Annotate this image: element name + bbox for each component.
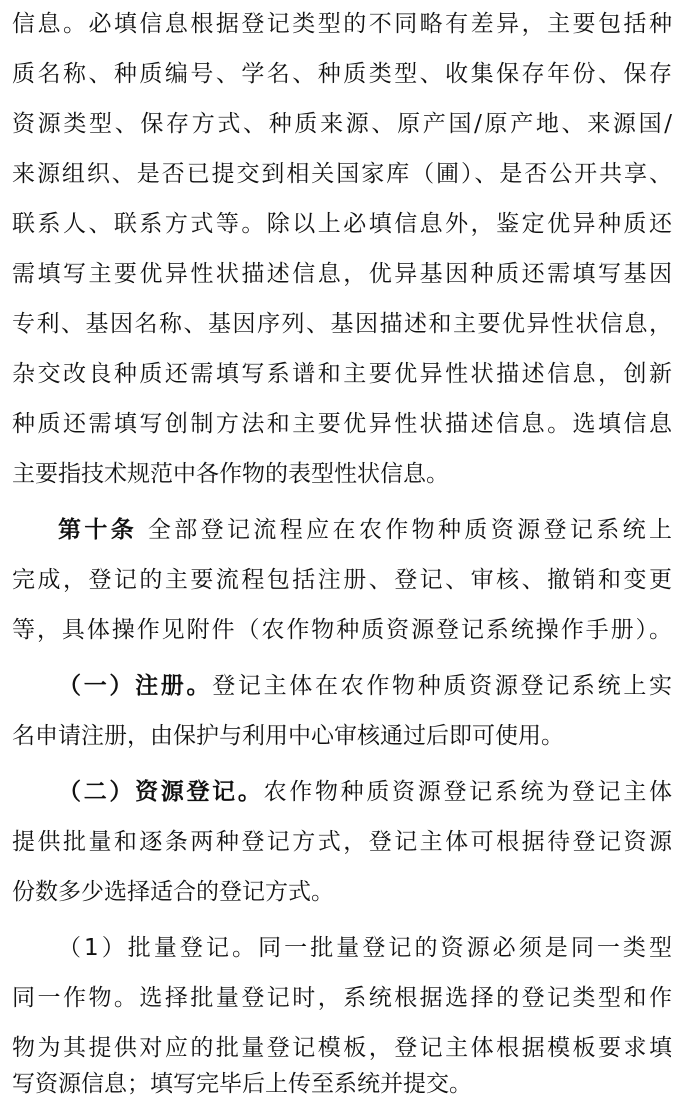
- sub-1-line-2: 同一作物。选择批量登记时，系统根据选择的登记类型和作: [12, 985, 672, 1011]
- sub-1-heading: （1）批量登记。: [58, 935, 259, 961]
- paragraph-line-9: 种质还需填写创制方法和主要优异性状描述信息。选填信息: [12, 411, 672, 437]
- item-2-line-1: [58, 772, 672, 812]
- item-2-text: 农作物种质资源登记系统为登记主体: [263, 779, 673, 805]
- item-1-line-1: [58, 666, 672, 706]
- article-10-text: 全部登记流程应在农作物种质资源登记系统上: [137, 517, 673, 543]
- item-1-text: 登记主体在农作物种质资源登记系统上实: [212, 673, 673, 699]
- paragraph-line-6: 需填写主要优异性状描述信息，优异基因种质还需填写基因: [12, 261, 672, 287]
- item-2-heading: （二）资源登记。: [58, 779, 264, 805]
- paragraph-line-8: 杂交改良种质还需填写系谱和主要优异性状描述信息，创新: [12, 361, 672, 387]
- sub-1-text: 同一批量登记的资源必须是同一类型: [258, 935, 672, 961]
- paragraph-line-4: 来源组织、是否已提交到相关国家库（圃）、是否公开共享、: [12, 161, 672, 187]
- item-1-heading: （一）注册。: [58, 673, 213, 699]
- item-2-line-2: 提供批量和逐条两种登记方式，登记主体可根据待登记资源: [12, 829, 672, 855]
- article-10-line-1: [58, 510, 672, 550]
- article-10-heading: 第十条: [58, 517, 138, 543]
- item-1-line-2: 名申请注册，由保护与利用中心审核通过后即可使用。: [12, 723, 564, 749]
- sub-1-line-1: [58, 928, 672, 968]
- paragraph-line-7: 专利、基因名称、基因序列、基因描述和主要优异性状信息，: [12, 311, 672, 337]
- item-2-line-3: 份数多少选择适合的登记方式。: [12, 879, 334, 905]
- paragraph-line-5: 联系人、联系方式等。除以上必填信息外，鉴定优异种质还: [12, 211, 672, 237]
- sub-1-line-4: 写资源信息；填写完毕后上传至系统并提交。: [12, 1071, 472, 1097]
- paragraph-line-10: 主要指技术规范中各作物的表型性状信息。: [12, 461, 449, 487]
- sub-1-line-3: 物为其提供对应的批量登记模板，登记主体根据模板要求填: [12, 1035, 672, 1061]
- article-10-line-2: 完成，登记的主要流程包括注册、登记、审核、撤销和变更: [12, 567, 672, 593]
- paragraph-line-1: 信息。必填信息根据登记类型的不同略有差异，主要包括种: [12, 11, 672, 37]
- article-10-line-3: 等，具体操作见附件（农作物种质资源登记系统操作手册）。: [12, 617, 672, 643]
- paragraph-line-3: 资源类型、保存方式、种质来源、原产国/原产地、来源国/: [12, 111, 672, 137]
- paragraph-line-2: 质名称、种质编号、学名、种质类型、收集保存年份、保存: [12, 61, 672, 87]
